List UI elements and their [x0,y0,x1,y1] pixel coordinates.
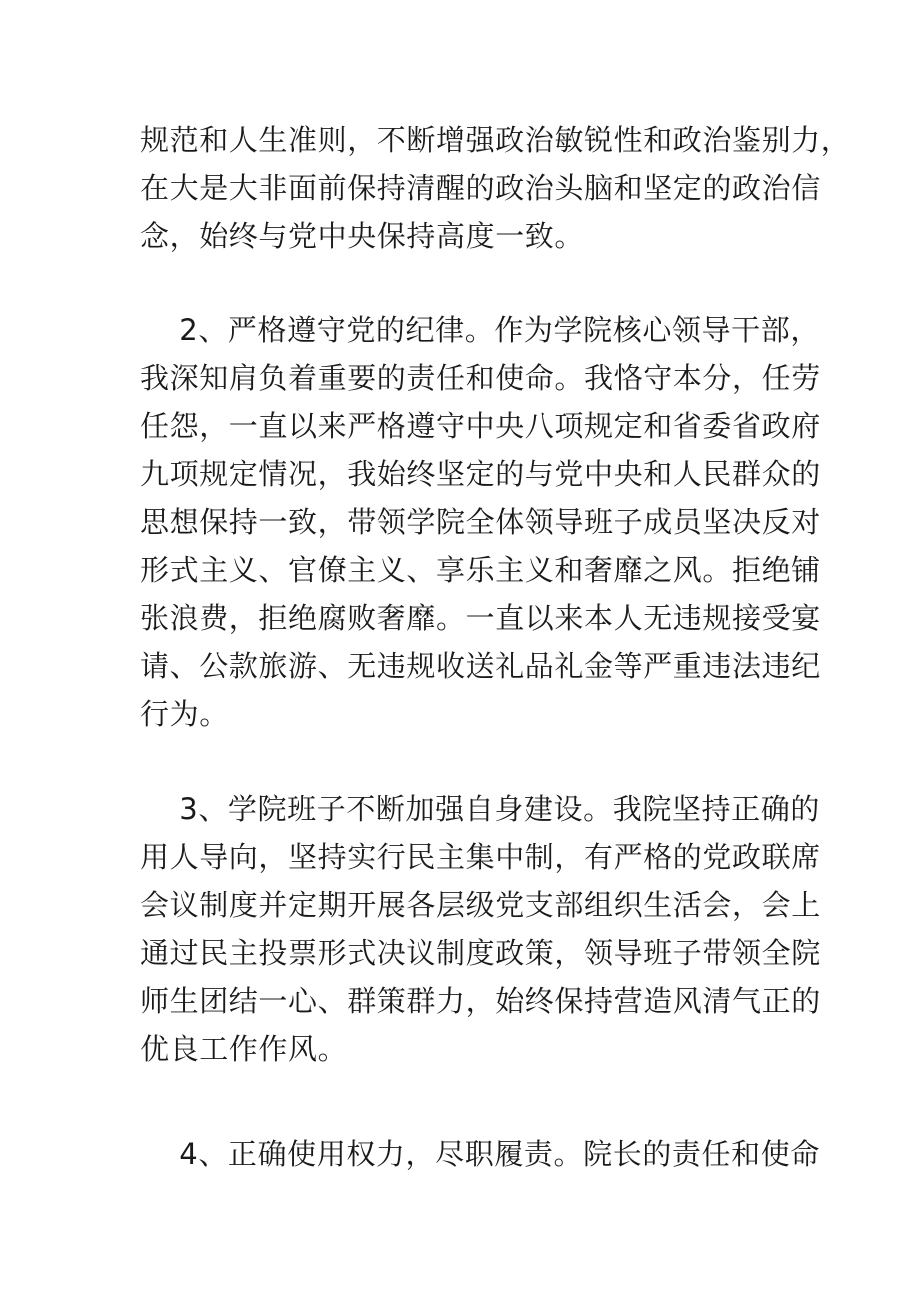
text-line: 规范和人生准则，不断增强政治敏锐性和政治鉴别力， [140,123,851,157]
text-line: 师生团结一心、群策群力，始终保持营造风清气正的 [140,984,821,1018]
text-line: 任怨，一直以来严格遵守中央八项规定和省委省政府 [140,409,821,443]
text-line: 用人导向，坚持实行民主集中制，有严格的党政联席 [140,840,821,874]
text-line: 形式主义、官僚主义、享乐主义和奢靡之风。拒绝铺 [140,553,821,587]
text-line: 3、学院班子不断加强自身建设。我院坚持正确的 [140,792,820,826]
text-line: 行为。 [140,697,229,731]
text-line: 会议制度并定期开展各层级党支部组织生活会，会上 [140,888,821,922]
paragraph-item-3 [140,785,821,1073]
text-line: 请、公款旅游、无违规收送礼品礼金等严重违法违纪 [140,649,821,683]
paragraph-political-discipline-continued [140,116,851,260]
paragraph-item-2 [140,306,821,738]
text-line: 张浪费，拒绝腐败奢靡。一直以来本人无违规接受宴 [140,601,821,635]
text-line: 思想保持一致，带领学院全体领导班子成员坚决反对 [140,505,821,539]
text-line: 优良工作作风。 [140,1032,348,1066]
text-line: 2、严格遵守党的纪律。作为学院核心领导干部， [140,313,820,347]
text-line: 念，始终与党中央保持高度一致。 [140,219,585,253]
text-line: 我深知肩负着重要的责任和使命。我恪守本分，任劳 [140,361,821,395]
text-line: 在大是大非面前保持清醒的政治头脑和坚定的政治信 [140,171,821,205]
text-line: 4、正确使用权力，尽职履责。院长的责任和使命 [140,1137,820,1171]
text-line: 九项规定情况，我始终坚定的与党中央和人民群众的 [140,457,821,491]
paragraph-item-4 [140,1130,820,1178]
text-line: 通过民主投票形式决议制度政策，领导班子带领全院 [140,936,821,970]
